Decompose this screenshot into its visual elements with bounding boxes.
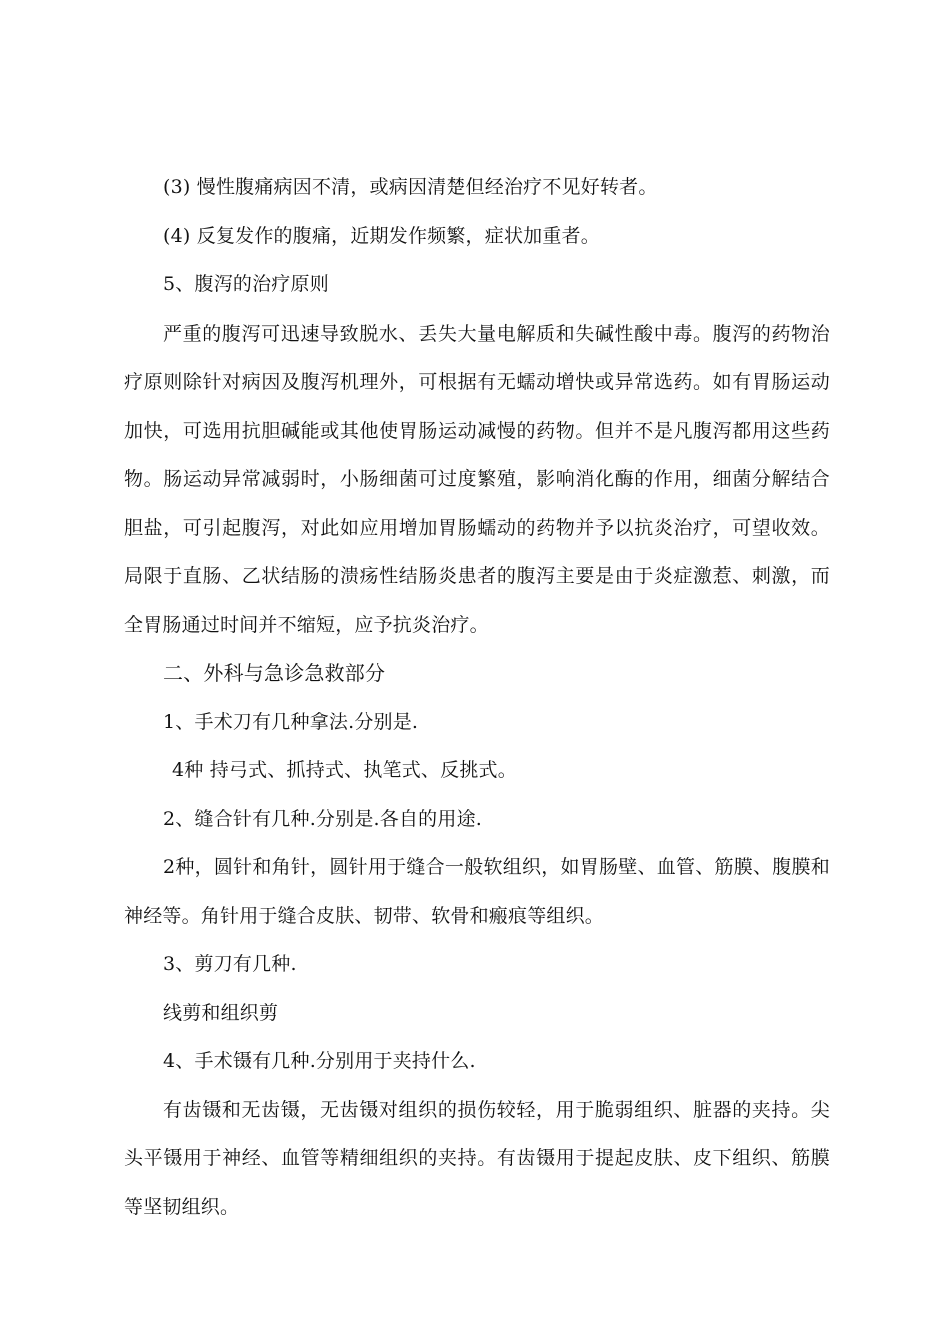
paragraph-line: 全胃肠通过时间并不缩短，应予抗炎治疗。 — [124, 614, 489, 636]
list-item-3: (3) 慢性腹痛病因不清，或病因清楚但经治疗不见好转者。 — [163, 176, 658, 198]
paragraph-line: 局限于直肠、乙状结肠的溃疡性结肠炎患者的腹泻主要是由于炎症激惹、刺激，而 — [124, 565, 830, 587]
section-heading-diarrhea: 5、腹泻的治疗原则 — [163, 273, 329, 295]
paragraph-line: 物。肠运动异常减弱时，小肠细菌可过度繁殖，影响消化酶的作用，细菌分解结合 — [124, 468, 830, 490]
paragraph-line: 胆盐，可引起腹泻，对此如应用增加胃肠蠕动的药物并予以抗炎治疗，可望收效。 — [124, 517, 830, 539]
answer-2-line: 2种，圆针和角针，圆针用于缝合一般软组织，如胃肠壁、血管、筋膜、腹膜和 — [163, 856, 830, 878]
paragraph-line: 疗原则除针对病因及腹泻机理外，可根据有无蠕动增快或异常选药。如有胃肠运动 — [124, 371, 830, 393]
answer-1: 4种 持弓式、抓持式、执笔式、反挑式。 — [172, 759, 517, 781]
answer-3: 线剪和组织剪 — [163, 1002, 279, 1024]
answer-4-line: 有齿镊和无齿镊，无齿镊对组织的损伤较轻，用于脆弱组织、脏器的夹持。尖 — [163, 1099, 830, 1121]
question-2: 2、缝合针有几种.分别是.各自的用途. — [163, 808, 483, 830]
section-title-surgery: 二、外科与急诊急救部分 — [163, 661, 386, 685]
paragraph-line: 加快，可选用抗胆碱能或其他使胃肠运动减慢的药物。但并不是凡腹泻都用这些药 — [124, 420, 830, 442]
answer-4-line: 头平镊用于神经、血管等精细组织的夹持。有齿镊用于提起皮肤、皮下组织、筋膜 — [124, 1147, 830, 1169]
question-1: 1、手术刀有几种拿法.分别是. — [163, 711, 419, 733]
list-item-4: (4) 反复发作的腹痛，近期发作频繁，症状加重者。 — [163, 225, 600, 247]
paragraph-line: 严重的腹泻可迅速导致脱水、丢失大量电解质和失碱性酸中毒。腹泻的药物治 — [163, 323, 830, 345]
question-3: 3、剪刀有几种. — [163, 953, 297, 975]
answer-2-line: 神经等。角针用于缝合皮肤、韧带、软骨和瘢痕等组织。 — [124, 905, 605, 927]
answer-4-line: 等坚韧组织。 — [124, 1196, 240, 1218]
question-4: 4、手术镊有几种.分别用于夹持什么. — [163, 1050, 476, 1072]
